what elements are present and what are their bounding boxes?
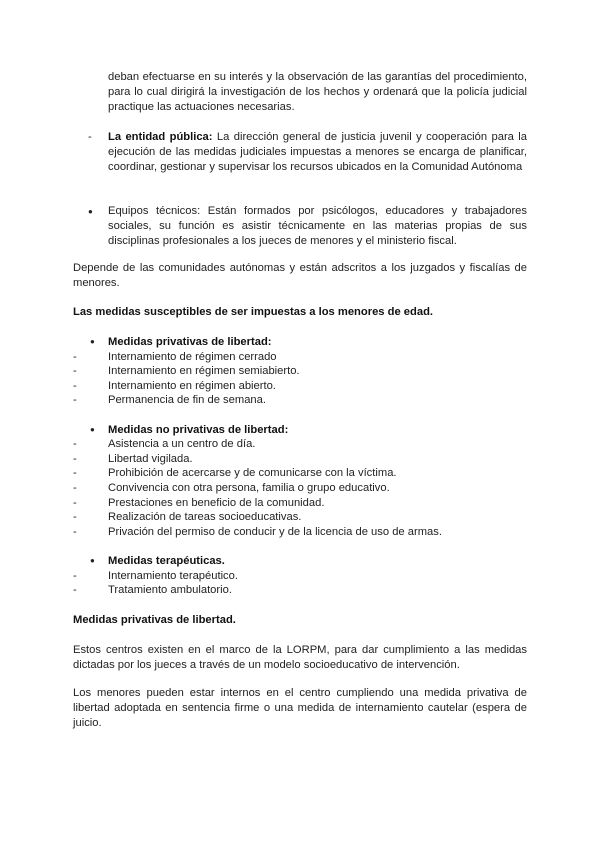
paragraph-menores-internos: Los menores pueden estar internos en el centro cumpliendo una medida privativa de libertad adoptada en sentencia firme o una medida de internamiento cautelar (espera de juicio. <box>73 687 527 730</box>
measure-item <box>73 525 527 540</box>
dash-marker: - <box>73 481 77 494</box>
dash-marker: - <box>88 131 92 143</box>
bullet-icon: ● <box>90 337 95 346</box>
measure-item <box>73 379 527 394</box>
bullet-icon: ● <box>88 207 93 216</box>
measure-item-text: Libertad vigilada. <box>108 452 193 465</box>
measure-group-title <box>73 423 527 438</box>
term-entidad-publica: La entidad pública: <box>108 131 213 143</box>
measure-item-text: Internamiento en régimen abierto. <box>108 379 276 392</box>
measure-item-text: Internamiento en régimen semiabierto. <box>108 365 300 378</box>
measure-item <box>73 452 527 467</box>
bullet-icon: ● <box>90 424 95 434</box>
measure-item <box>73 496 527 511</box>
paragraph-centros: Estos centros existen en el marco de la LORPM, para dar cumplimiento a las medidas dictadas por los jueces a través de un modelo socioeducativo de intervención. <box>73 644 527 672</box>
measure-item <box>73 393 527 408</box>
dash-marker: - <box>73 569 77 582</box>
group-title-text: Medidas privativas de libertad: <box>108 336 272 348</box>
measure-item <box>73 481 527 496</box>
heading-privativas: Medidas privativas de libertad. <box>73 614 236 626</box>
equipos-text: Equipos técnicos: Están formados por psicólogos, educadores y trabajadores sociales, su función es asistir técnicamente en las materias propias de sus disciplinas profesionales a los jueces de menores y el ministerio fiscal. <box>108 205 527 248</box>
measure-item-text: Tratamiento ambulatorio. <box>108 584 232 597</box>
dash-marker: - <box>73 452 77 465</box>
dash-marker: - <box>73 350 77 363</box>
paragraph-garantias: deban efectuarse en su interés y la observación de las garantías del procedimiento, para lo cual dirigirá la investigación de los hechos y ordenará que la policía judicial practique las actuaciones necesarias. <box>108 71 527 114</box>
measure-item <box>73 583 527 598</box>
measure-item <box>73 364 527 379</box>
dash-marker: - <box>73 584 77 597</box>
paragraph-entidad-publica <box>88 130 527 176</box>
measure-item-text: Prestaciones en beneficio de la comunidad. <box>108 496 325 509</box>
dash-marker: - <box>73 365 77 378</box>
dash-marker: - <box>73 438 77 451</box>
paragraph-depende: Depende de las comunidades autónomas y están adscritos a los juzgados y fiscalías de menores. <box>73 262 527 290</box>
measure-item <box>73 350 527 365</box>
measure-group-title <box>73 554 527 569</box>
dash-marker: - <box>73 467 77 480</box>
measure-item-text: Realización de tareas socioeducativas. <box>108 511 302 524</box>
measure-item-text: Prohibición de acercarse y de comunicarse con la víctima. <box>108 467 397 480</box>
measure-item-text: Convivencia con otra persona, familia o grupo educativo. <box>108 481 390 494</box>
measure-item-text: Privación del permiso de conducir y de la licencia de uso de armas. <box>108 525 442 538</box>
entidad-publica-text: La dirección general de justicia juvenil y cooperación para la ejecución de las medidas judiciales impuestas a menores se encarga de planificar, coordinar, gestionar y supervisar los recursos ubicados en la Comunidad Autónoma <box>108 131 527 174</box>
measure-item <box>73 569 527 584</box>
paragraph-equipos-tecnicos <box>88 204 527 250</box>
measure-item-text: Asistencia a un centro de día. <box>108 438 256 451</box>
dash-marker: - <box>73 511 77 524</box>
measure-item-text: Permanencia de fin de semana. <box>108 394 266 407</box>
dash-marker: - <box>73 525 77 538</box>
group-title-text: Medidas terapéuticas. <box>108 554 225 567</box>
measure-item-text: Internamiento de régimen cerrado <box>108 350 277 363</box>
measure-group-title <box>73 335 527 350</box>
dash-marker: - <box>73 394 77 407</box>
dash-marker: - <box>73 379 77 392</box>
bullet-icon: ● <box>90 555 95 565</box>
measure-item <box>73 437 527 452</box>
heading-medidas: Las medidas susceptibles de ser impuestas a los menores de edad. <box>73 306 434 318</box>
measure-item <box>73 466 527 481</box>
group-title-text: Medidas no privativas de libertad: <box>108 423 289 436</box>
measures-list <box>73 335 527 598</box>
measure-item <box>73 510 527 525</box>
measure-item-text: Internamiento terapéutico. <box>108 569 238 582</box>
dash-marker: - <box>73 496 77 509</box>
